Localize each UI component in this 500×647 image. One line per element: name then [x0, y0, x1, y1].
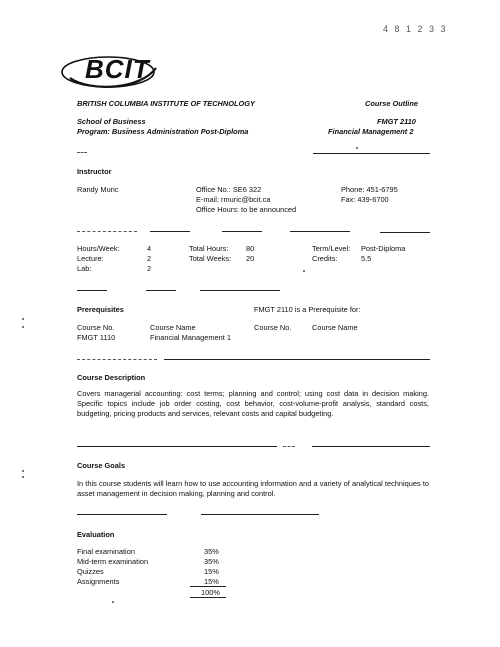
- scan-speck: [22, 470, 24, 472]
- lab-label: Lab:: [77, 264, 92, 273]
- divider: [164, 359, 430, 360]
- course-name: Financial Management 2: [328, 127, 414, 136]
- divider: [380, 232, 430, 233]
- evaluation-label: Mid-term examination: [77, 557, 149, 566]
- instructor-name: Randy Muric: [77, 185, 119, 194]
- prereq-for-col-course-no: Course No.: [254, 323, 292, 332]
- date-stamp: 4 8 1 2 3 3: [383, 24, 448, 34]
- bcit-logo: [60, 48, 160, 94]
- evaluation-label: Quizzes: [77, 567, 104, 576]
- description-text: Covers managerial accounting: cost terms; planning and control; using cost data in decision making. Specific topics include job order costing, cost behavior, cost-volume-profit analysis, standard costs, budgeting, pricing products and services, relevant costs and capital budgeting.: [77, 389, 429, 418]
- evaluation-value: 35%: [204, 547, 219, 556]
- lecture-label: Lecture:: [77, 254, 104, 263]
- divider: [77, 514, 167, 515]
- evaluation-heading: Evaluation: [77, 530, 115, 539]
- total-weeks-label: Total Weeks:: [189, 254, 232, 263]
- goals-heading: Course Goals: [77, 461, 126, 470]
- divider: [150, 231, 190, 232]
- prerequisite-for-label: FMGT 2110 is a Prerequisite for:: [254, 305, 361, 314]
- total-hours-value: 80: [246, 244, 255, 253]
- total-rule: [190, 597, 226, 598]
- evaluation-label: Assignments: [77, 577, 120, 586]
- scan-speck: [303, 270, 305, 272]
- course-code: FMGT 2110: [377, 117, 416, 126]
- evaluation-value: 15%: [204, 567, 219, 576]
- divider: [290, 231, 350, 232]
- institute-name: BRITISH COLUMBIA INSTITUTE OF TECHNOLOGY: [77, 99, 255, 108]
- phone-number: Phone: 451-6795: [341, 185, 398, 194]
- divider: [77, 446, 277, 447]
- prereq-col-course-name: Course Name: [150, 323, 196, 332]
- total-hours-label: Total Hours:: [189, 244, 229, 253]
- total-rule: [190, 586, 226, 587]
- divider: [77, 290, 107, 291]
- program-name: Program: Business Administration Post-Diploma: [77, 127, 249, 136]
- evaluation-value: 35%: [204, 557, 219, 566]
- evaluation-value: 15%: [204, 577, 219, 586]
- lab-value: 2: [147, 264, 152, 273]
- divider: [200, 290, 280, 291]
- prereq-course-no: FMGT 1110: [77, 333, 116, 342]
- divider: [222, 231, 262, 232]
- description-heading: Course Description: [77, 373, 146, 382]
- prereq-course-name: Financial Management 1: [150, 333, 231, 342]
- term-value: Post-Diploma: [361, 244, 406, 253]
- divider: [146, 290, 176, 291]
- goals-text: In this course students will learn how to use accounting information and a variety of analytical techniques to asset management in decision making, planning and control.: [77, 479, 429, 498]
- instructor-heading: Instructor: [77, 167, 112, 176]
- scan-speck: [22, 318, 24, 320]
- credits-value: 5.5: [361, 254, 372, 263]
- divider: [313, 153, 430, 154]
- total-weeks-value: 20: [246, 254, 255, 263]
- fax-number: Fax: 439-6700: [341, 195, 389, 204]
- office-hours: Office Hours: to be announced: [196, 205, 297, 214]
- lecture-value: 2: [147, 254, 152, 263]
- divider: [312, 446, 430, 447]
- divider: [77, 359, 157, 360]
- hours-week-value: 4: [147, 244, 152, 253]
- bcit-logo-text: BCIT: [85, 54, 150, 84]
- term-label: Term/Level:: [312, 244, 351, 253]
- prerequisites-heading: Prerequisites: [77, 305, 124, 314]
- office-number: Office No.: SE6 322: [196, 185, 262, 194]
- prereq-for-col-course-name: Course Name: [312, 323, 358, 332]
- scan-speck: [356, 147, 358, 149]
- scan-speck: [22, 476, 24, 478]
- divider: [77, 231, 137, 232]
- prereq-col-course-no: Course No.: [77, 323, 115, 332]
- evaluation-total: 100%: [201, 588, 220, 597]
- credits-label: Credits:: [312, 254, 338, 263]
- divider: [283, 446, 295, 447]
- divider: [77, 152, 87, 153]
- scan-speck: [22, 326, 24, 328]
- instructor-email: E-mail: rmuric@bcit.ca: [196, 195, 271, 204]
- evaluation-label: Final examination: [77, 547, 135, 556]
- document-type: Course Outline: [365, 99, 418, 108]
- school-name: School of Business: [77, 117, 146, 126]
- hours-week-label: Hours/Week:: [77, 244, 120, 253]
- divider: [201, 514, 319, 515]
- scan-speck: [112, 601, 114, 603]
